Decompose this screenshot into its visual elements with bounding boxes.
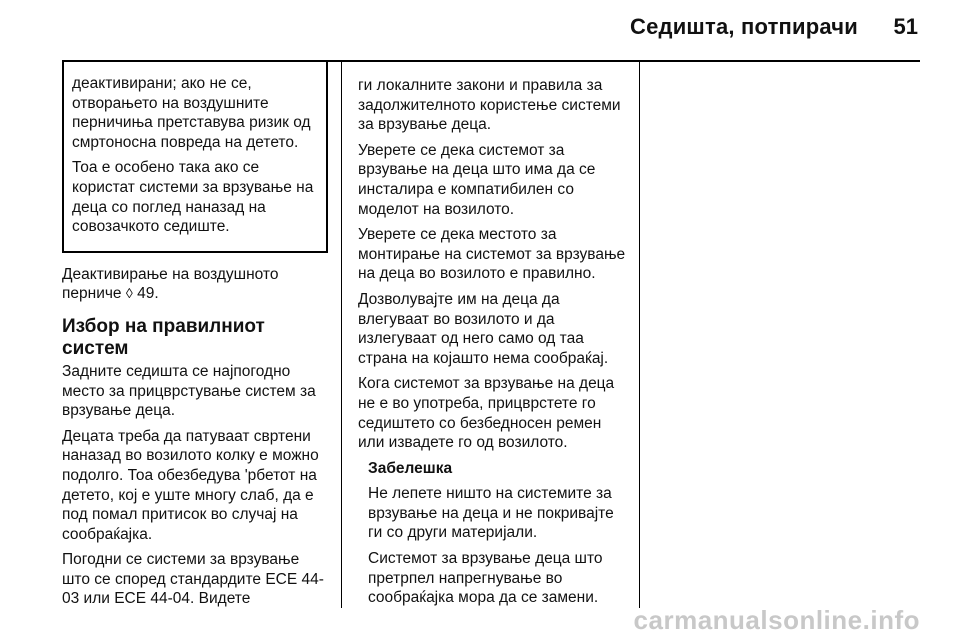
warning-paragraph: Тоа е особено така ако се користат системи за врзување на деца со поглед наназад на совозачкото седиште. — [72, 159, 314, 236]
cross-reference[interactable] — [62, 265, 328, 304]
body-paragraph: Децата треба да патуваат свртени наназад во возилото колку е можно подолго. Тоа обезбедува 'рбетот на детето, кој е уште многу слаб, да е под помал притисок во случај на сообраќајка. — [62, 427, 319, 543]
body-paragraph: Дозволувајте им на деца да влегуваат во возилото и да излегуваат од него само од таа страна на којашто нема сообраќај. — [358, 290, 609, 367]
section-heading: Избор на правилниот систем — [62, 315, 265, 359]
note-title: Забелешка — [368, 459, 453, 477]
watermark: carmanualsonline.info — [633, 605, 920, 635]
body-paragraph: ги локалните закони и правила за задолжителното користење системи за врзување деца. — [358, 77, 621, 134]
column-divider-right — [639, 62, 640, 608]
body-paragraph: Задните седишта се најпогодно место за прицврстување систем за врзување деца. — [62, 362, 316, 420]
body-paragraph: Погодни се системи за врзување што се според стандардите ECE 44-03 или ECE 44-04. Видете — [62, 551, 324, 608]
body-paragraph: Уверете се дека местото за монтирање на системот за врзување на деца во возилото е правилно. — [358, 226, 626, 283]
note-paragraph: Системот за врзување деца што претрпел напрегнување во сообраќајка мора да се замени. — [368, 550, 603, 607]
text-column-1 — [62, 62, 328, 615]
note-block — [358, 459, 628, 608]
warning-box — [62, 62, 328, 253]
text-column-2 — [358, 76, 628, 614]
cross-reference-text: Деактивирање на воздушното перниче — [62, 265, 279, 303]
note-paragraph: Не лепете ништо на системите за врзување на деца и не покривајте ги со други материјали. — [368, 485, 614, 542]
page-reference-arrow-icon: ◊ — [125, 285, 133, 302]
body-paragraph: Уверете се дека системот за врзување на деца што има да се инсталира е компатибилен со моделот на возилото. — [358, 141, 596, 218]
body-paragraph: Кога системот за врзување на деца не е во употреба, прицврстете го седиштето со безбедносен ремен или извадете го од возилото. — [358, 375, 615, 452]
cross-reference-page: 49. — [137, 285, 159, 303]
page-number: 51 — [893, 14, 918, 39]
page-header-title: Седишта, потпирачи — [630, 14, 858, 39]
warning-paragraph: деактивирани; ако не се, отворањето на воздушните перничиња претставува ризик од смртоносна повреда на детето. — [72, 75, 311, 151]
column-divider-left — [341, 62, 342, 608]
